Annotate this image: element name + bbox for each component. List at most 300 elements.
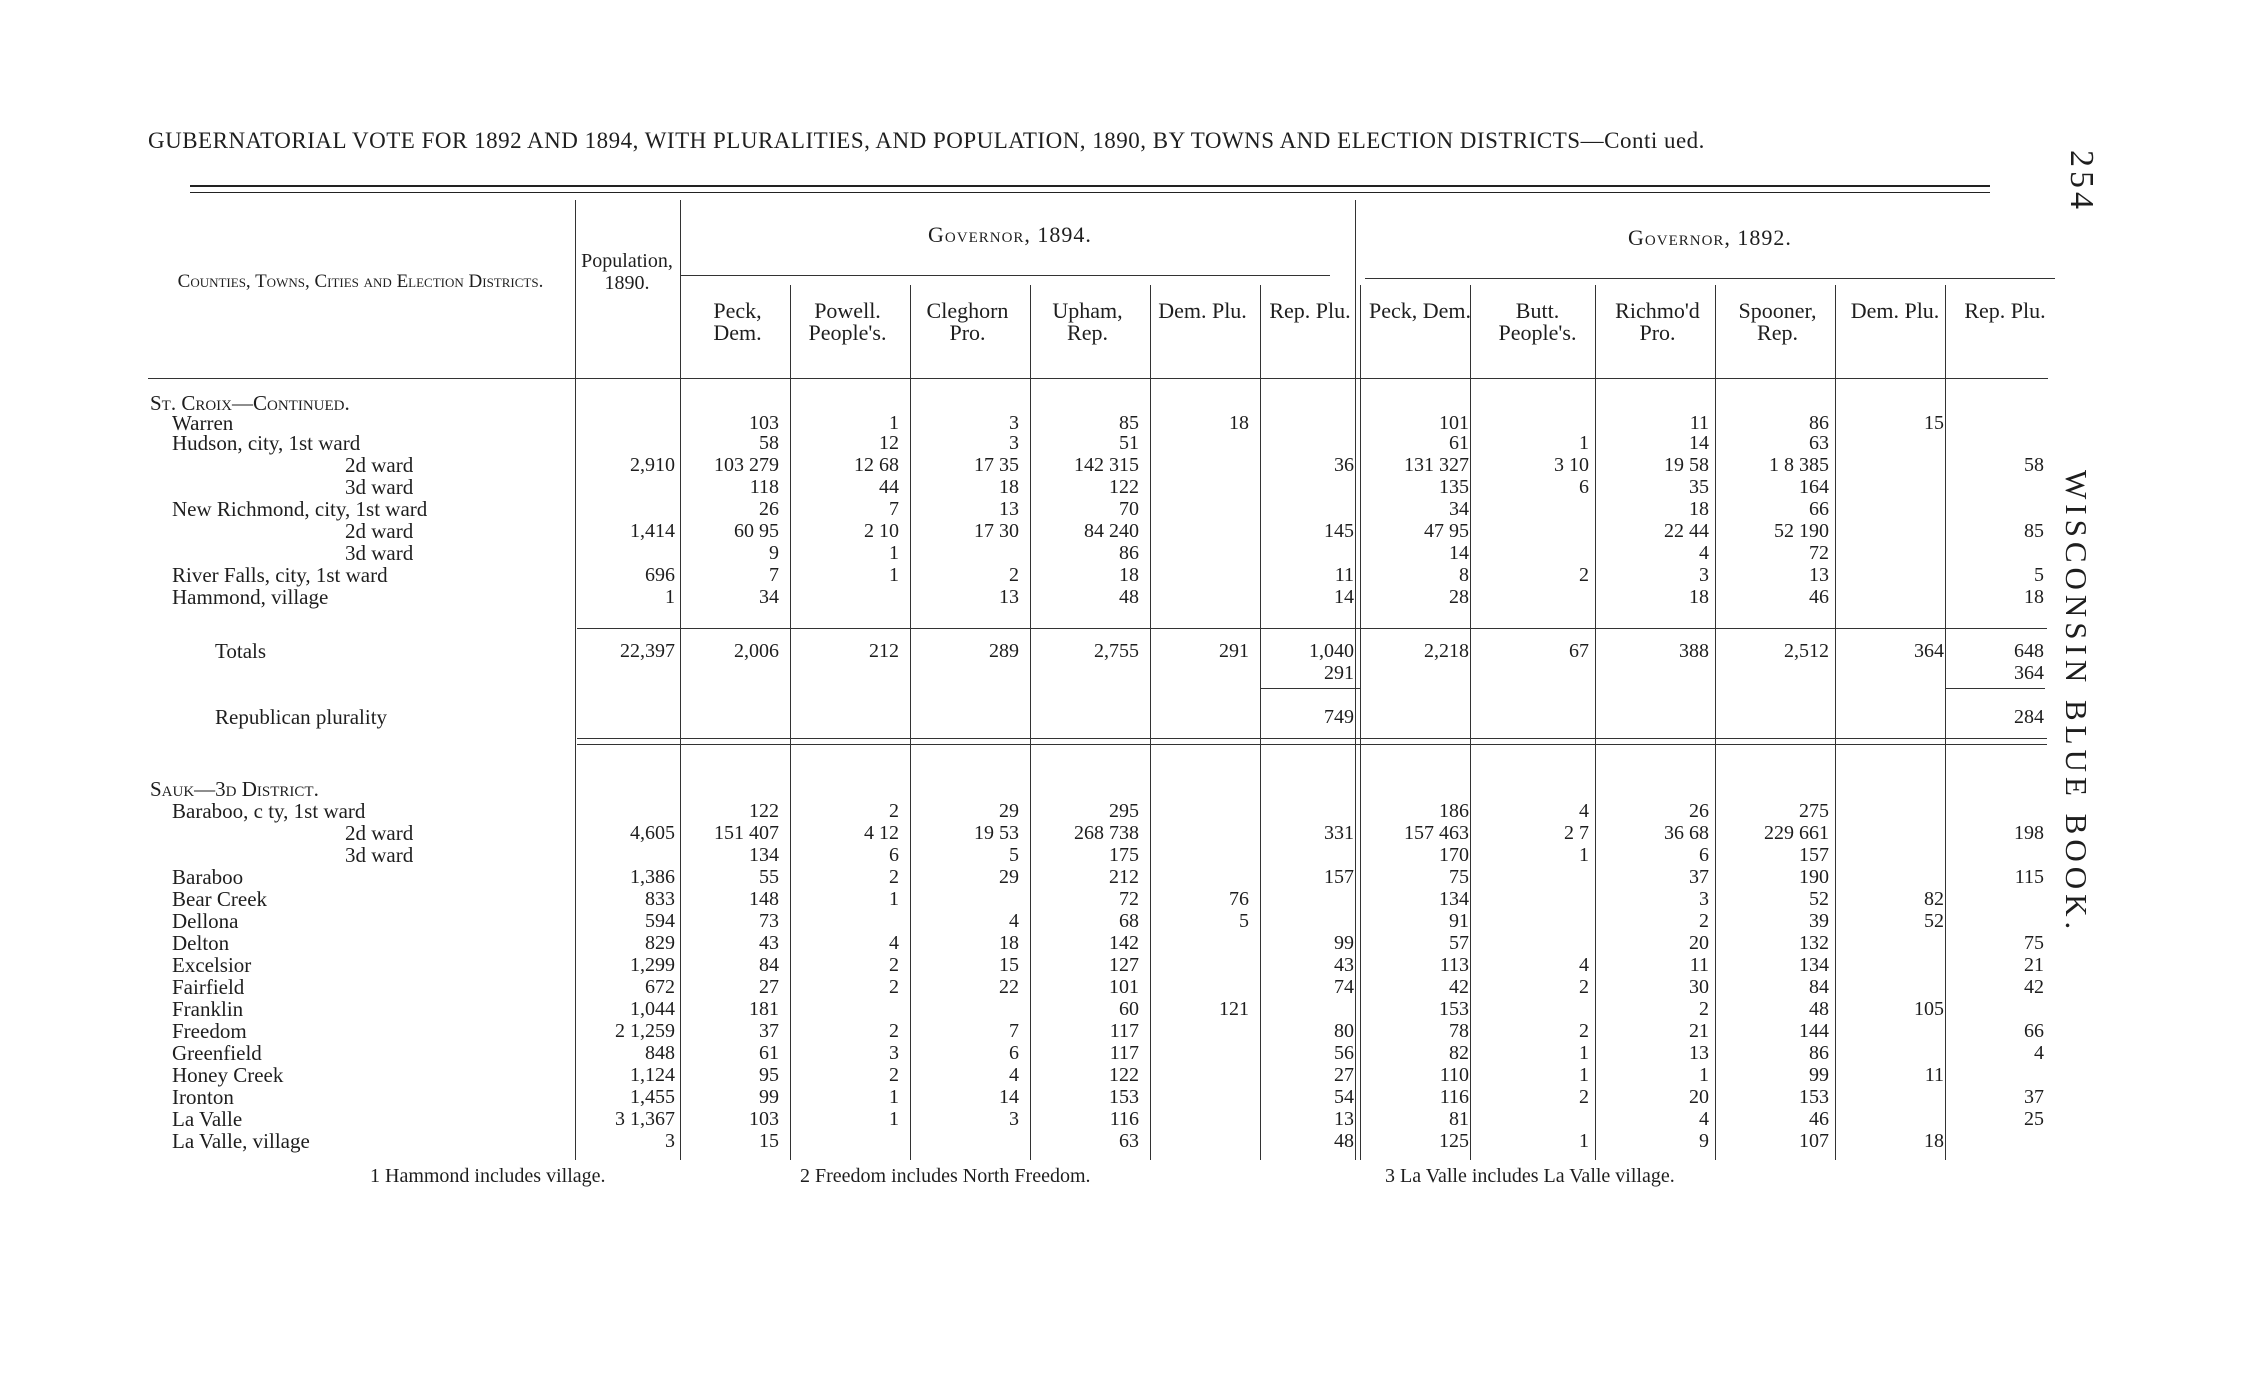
vote-cell: 39	[1809, 910, 1829, 932]
vote-cell: 1,040	[1309, 640, 1354, 662]
column-rule	[1715, 285, 1716, 1160]
row-name: Fairfield	[172, 975, 245, 999]
row-name: Freedom	[172, 1019, 247, 1043]
vote-cell: 73	[759, 910, 779, 932]
row-name: Hammond, village	[172, 585, 329, 609]
page-title: GUBERNATORIAL VOTE FOR 1892 AND 1894, WITH PLURALITIES, AND POPULATION, 1890, BY TOWNS AND ELECTION DISTRICTS—Conti ued.	[148, 128, 1705, 153]
vote-cell: 2	[1579, 564, 1589, 586]
vote-cell: 170	[1439, 844, 1469, 866]
vote-cell: 5	[2034, 564, 2044, 586]
column-header: Dem. Plu.	[1158, 298, 1247, 323]
vote-cell: 291	[1324, 662, 1354, 684]
vote-cell: 6	[1009, 1042, 1019, 1064]
vote-cell: 57	[1449, 932, 1469, 954]
vote-cell: 82	[1449, 1042, 1469, 1064]
vote-cell: 20	[1689, 932, 1709, 954]
vote-cell: 151 407	[714, 822, 779, 844]
vote-cell: 134	[1439, 888, 1469, 910]
vote-cell: 113	[1439, 954, 1469, 976]
vote-cell: 19 58	[1664, 454, 1709, 476]
vote-cell: 81	[1449, 1108, 1469, 1130]
vote-cell: 1	[1579, 432, 1589, 454]
column-header: Dem. Plu.	[1850, 298, 1940, 323]
vote-cell: 36	[1334, 454, 1354, 476]
population-cell: 833	[645, 888, 675, 910]
population-cell: 2 1,259	[615, 1020, 675, 1042]
vote-cell: 99	[1809, 1064, 1829, 1086]
row-name: 3d ward	[345, 843, 414, 867]
vote-cell: 198	[2014, 822, 2044, 844]
vote-cell: 2 10	[864, 520, 899, 542]
vote-cell: 118	[749, 476, 779, 498]
vote-cell: 61	[759, 1042, 779, 1064]
vote-cell: 153	[1439, 998, 1469, 1020]
vote-cell: 116	[1109, 1108, 1139, 1130]
vote-cell: 11	[1334, 564, 1354, 586]
vote-cell: 4	[1579, 954, 1589, 976]
top-rule-thin	[190, 192, 1990, 193]
vote-cell: 75	[2024, 932, 2044, 954]
vote-cell: 58	[759, 432, 779, 454]
group-rule-1892	[1365, 278, 2055, 279]
section-label-sauk: Sauk—3d District.	[150, 777, 319, 801]
vote-cell: 212	[869, 640, 899, 662]
vote-cell: 1	[1579, 1042, 1589, 1064]
vote-cell: 13	[1334, 1108, 1354, 1130]
vote-cell: 4	[889, 932, 899, 954]
population-cell: 2,910	[630, 454, 675, 476]
vote-cell: 26	[759, 498, 779, 520]
vote-cell: 229 661	[1764, 822, 1829, 844]
vote-cell: 99	[1334, 932, 1354, 954]
vote-cell: 54	[1334, 1086, 1354, 1108]
vote-cell: 3	[1699, 564, 1709, 586]
vote-cell: 82	[1924, 888, 1944, 910]
vote-cell: 9	[769, 542, 779, 564]
vote-cell: 2	[1699, 998, 1709, 1020]
vote-cell: 153	[1799, 1086, 1829, 1108]
column-header: Rep. Plu.	[1964, 298, 2046, 323]
vote-cell: 18	[2024, 586, 2044, 608]
column-header: Spooner, Rep.	[1738, 298, 1817, 345]
vote-cell: 34	[1449, 498, 1469, 520]
vote-cell: 75	[1449, 866, 1469, 888]
column-header: Upham, Rep.	[1052, 298, 1123, 345]
vote-cell: 15	[1924, 412, 1944, 434]
vote-cell: 72	[1119, 888, 1139, 910]
vote-cell: 131 327	[1404, 454, 1469, 476]
population-cell: 1,455	[630, 1086, 675, 1108]
vote-cell: 3	[1699, 888, 1709, 910]
column-header: Peck, Dem.	[713, 298, 762, 345]
vote-cell: 22	[999, 976, 1019, 998]
column-rule	[1470, 285, 1471, 1160]
vote-cell: 56	[1334, 1042, 1354, 1064]
vote-cell: 145	[1324, 520, 1354, 542]
vote-cell: 15	[759, 1130, 779, 1152]
vote-cell: 43	[759, 932, 779, 954]
totals-rule	[577, 628, 2047, 629]
county-column-header: Counties, Towns, Cities and Election Districts.	[177, 271, 544, 292]
vote-cell: 42	[2024, 976, 2044, 998]
vote-cell: 8	[1459, 564, 1469, 586]
vote-cell: 4	[1699, 1108, 1709, 1130]
population-cell: 3	[665, 1130, 675, 1152]
vote-cell: 2	[889, 800, 899, 822]
column-rule	[1945, 285, 1946, 1160]
vote-cell: 4	[2034, 1042, 2044, 1064]
population-cell: 1	[665, 586, 675, 608]
vote-cell: 21	[1689, 1020, 1709, 1042]
column-rule	[680, 200, 681, 1160]
vote-cell: 14	[999, 1086, 1019, 1108]
vote-cell: 48	[1119, 586, 1139, 608]
row-name: Excelsior	[172, 953, 252, 977]
row-name: Greenfield	[172, 1041, 262, 1065]
vote-cell: 116	[1439, 1086, 1469, 1108]
population-cell: 4,605	[630, 822, 675, 844]
vote-cell: 103	[749, 1108, 779, 1130]
vote-cell: 364	[1914, 640, 1944, 662]
vote-cell: 1	[1579, 844, 1589, 866]
row-name: 2d ward	[345, 519, 414, 543]
vote-cell: 27	[759, 976, 779, 998]
vote-cell: 14	[1689, 432, 1709, 454]
vote-cell: 18	[1119, 564, 1139, 586]
vote-cell: 18	[1689, 586, 1709, 608]
vote-cell: 27	[1334, 1064, 1354, 1086]
vote-cell: 181	[749, 998, 779, 1020]
column-header: Butt. People's.	[1498, 298, 1577, 345]
vote-cell: 2	[1579, 1086, 1589, 1108]
vote-cell: 4 12	[864, 822, 899, 844]
vote-cell: 648	[2014, 640, 2044, 662]
vote-cell: 101	[1439, 412, 1469, 434]
vote-cell: 60 95	[734, 520, 779, 542]
vote-cell: 78	[1449, 1020, 1469, 1042]
vote-cell: 34	[759, 586, 779, 608]
vote-cell: 2 7	[1564, 822, 1589, 844]
vote-cell: 37	[1689, 866, 1709, 888]
vote-cell: 1	[1699, 1064, 1709, 1086]
vote-cell: 142	[1109, 932, 1139, 954]
vote-cell: 7	[889, 498, 899, 520]
vote-cell: 63	[1119, 1130, 1139, 1152]
vote-cell: 6	[1579, 476, 1589, 498]
vote-cell: 157 463	[1404, 822, 1469, 844]
vote-cell: 2	[889, 976, 899, 998]
vote-cell: 86	[1809, 412, 1829, 434]
vote-cell: 30	[1689, 976, 1709, 998]
row-name: Baraboo, c ty, 1st ward	[172, 799, 366, 823]
vote-cell: 268 738	[1074, 822, 1139, 844]
vote-cell: 275	[1799, 800, 1829, 822]
vote-cell: 3	[1009, 1108, 1019, 1130]
vote-cell: 117	[1109, 1042, 1139, 1064]
vote-cell: 61	[1449, 432, 1469, 454]
vote-cell: 18	[999, 932, 1019, 954]
section-end-rule	[577, 738, 2047, 739]
vote-cell: 164	[1799, 476, 1829, 498]
vote-cell: 14	[1449, 542, 1469, 564]
population-cell: 672	[645, 976, 675, 998]
vote-cell: 132	[1799, 932, 1829, 954]
vote-cell: 1	[889, 888, 899, 910]
row-name: Totals	[215, 639, 267, 663]
row-name: 2d ward	[345, 821, 414, 845]
vote-cell: 1	[889, 564, 899, 586]
vote-cell: 66	[2024, 1020, 2044, 1042]
column-rule	[1595, 285, 1596, 1160]
population-cell: 1,124	[630, 1064, 675, 1086]
vote-cell: 76	[1229, 888, 1249, 910]
vote-cell: 15	[999, 954, 1019, 976]
vote-cell: 52	[1924, 910, 1944, 932]
population-cell: 22,397	[620, 640, 675, 662]
vote-cell: 134	[749, 844, 779, 866]
vote-cell: 68	[1119, 910, 1139, 932]
vote-cell: 2,006	[734, 640, 779, 662]
vote-cell: 4	[1009, 1064, 1019, 1086]
governor-1894-header: Governor, 1894.	[928, 222, 1092, 247]
vote-cell: 51	[1119, 432, 1139, 454]
vote-cell: 18	[1924, 1130, 1944, 1152]
page-number: 254	[2063, 150, 2100, 213]
vote-cell: 107	[1799, 1130, 1829, 1152]
vote-cell: 5	[1009, 844, 1019, 866]
vote-cell: 2	[889, 1020, 899, 1042]
row-name: La Valle, village	[172, 1129, 310, 1153]
row-name: Hudson, city, 1st ward	[172, 431, 361, 455]
row-name: Warren	[172, 411, 234, 435]
vote-cell: 125	[1439, 1130, 1469, 1152]
vote-cell: 14	[1334, 586, 1354, 608]
vote-cell: 42	[1449, 976, 1469, 998]
row-name: Bear Creek	[172, 887, 268, 911]
running-head: WISCONSIN BLUE BOOK.	[2059, 470, 2094, 935]
subtotal-rule	[1945, 688, 2045, 689]
vote-cell: 70	[1119, 498, 1139, 520]
vote-cell: 2	[889, 1064, 899, 1086]
vote-cell: 84	[759, 954, 779, 976]
vote-cell: 105	[1914, 998, 1944, 1020]
vote-cell: 13	[1809, 564, 1829, 586]
vote-cell: 186	[1439, 800, 1469, 822]
header-bottom-rule	[148, 378, 2048, 379]
vote-cell: 58	[2024, 454, 2044, 476]
vote-cell: 2	[889, 866, 899, 888]
vote-cell: 1	[889, 1086, 899, 1108]
vote-cell: 25	[2024, 1108, 2044, 1130]
vote-cell: 37	[2024, 1086, 2044, 1108]
vote-cell: 127	[1109, 954, 1139, 976]
vote-cell: 35	[1689, 476, 1709, 498]
population-cell: 1,044	[630, 998, 675, 1020]
vote-cell: 18	[999, 476, 1019, 498]
vote-cell: 80	[1334, 1020, 1354, 1042]
vote-cell: 60	[1119, 998, 1139, 1020]
vote-cell: 388	[1679, 640, 1709, 662]
vote-cell: 115	[2014, 866, 2044, 888]
vote-cell: 134	[1799, 954, 1829, 976]
population-cell: 3 1,367	[615, 1108, 675, 1130]
vote-cell: 47 95	[1424, 520, 1469, 542]
footnote-1: 1 Hammond includes village.	[370, 1165, 606, 1187]
vote-cell: 18	[1229, 412, 1249, 434]
population-cell: 696	[645, 564, 675, 586]
column-rule	[1360, 285, 1361, 1160]
vote-cell: 37	[759, 1020, 779, 1042]
vote-cell: 13	[1689, 1042, 1709, 1064]
vote-cell: 21	[2024, 954, 2044, 976]
vote-cell: 85	[2024, 520, 2044, 542]
vote-cell: 74	[1334, 976, 1354, 998]
vote-cell: 20	[1689, 1086, 1709, 1108]
row-name: Dellona	[172, 909, 239, 933]
vote-cell: 44	[879, 476, 899, 498]
vote-cell: 5	[1239, 910, 1249, 932]
vote-cell: 122	[1109, 1064, 1139, 1086]
vote-cell: 1 8 385	[1769, 454, 1829, 476]
vote-cell: 3	[889, 1042, 899, 1064]
vote-cell: 2,755	[1094, 640, 1139, 662]
column-header: Richmo'd Pro.	[1615, 298, 1700, 345]
vote-cell: 6	[1699, 844, 1709, 866]
vote-cell: 364	[2014, 662, 2044, 684]
vote-cell: 2	[1579, 976, 1589, 998]
vote-cell: 29	[999, 866, 1019, 888]
vote-cell: 4	[1009, 910, 1019, 932]
vote-cell: 4	[1699, 542, 1709, 564]
vote-cell: 43	[1334, 954, 1354, 976]
row-name: Baraboo	[172, 865, 244, 889]
vote-cell: 63	[1809, 432, 1829, 454]
vote-cell: 6	[889, 844, 899, 866]
vote-cell: 3	[1009, 432, 1019, 454]
column-header: Cleghorn Pro.	[926, 298, 1009, 345]
vote-cell: 55	[759, 866, 779, 888]
population-cell: 829	[645, 932, 675, 954]
governor-1892-header: Governor, 1892.	[1628, 225, 1792, 250]
vote-cell: 48	[1334, 1130, 1354, 1152]
vote-cell: 4	[1579, 800, 1589, 822]
vote-cell: 17 30	[974, 520, 1019, 542]
vote-cell: 291	[1219, 640, 1249, 662]
population-cell: 594	[645, 910, 675, 932]
row-name: River Falls, city, 1st ward	[172, 563, 388, 587]
vote-cell: 2	[1579, 1020, 1589, 1042]
row-name: Delton	[172, 931, 230, 955]
vote-cell: 99	[759, 1086, 779, 1108]
vote-cell: 9	[1699, 1130, 1709, 1152]
column-header: Powell. People's.	[808, 298, 887, 345]
row-name: New Richmond, city, 1st ward	[172, 497, 428, 521]
row-name: Republican plurality	[215, 705, 388, 729]
row-name: 3d ward	[345, 541, 414, 565]
vote-cell: 11	[1689, 412, 1709, 434]
vote-cell: 72	[1809, 542, 1829, 564]
vote-cell: 190	[1799, 866, 1829, 888]
group-rule-1894	[680, 275, 1330, 276]
vote-cell: 28	[1449, 586, 1469, 608]
vote-cell: 48	[1809, 998, 1829, 1020]
vote-cell: 157	[1799, 844, 1829, 866]
row-name: 3d ward	[345, 475, 414, 499]
vote-cell: 95	[759, 1064, 779, 1086]
vote-cell: 295	[1109, 800, 1139, 822]
vote-cell: 122	[749, 800, 779, 822]
population-column-header: Population, 1890.	[581, 250, 673, 294]
vote-cell: 1	[889, 1108, 899, 1130]
row-name: Ironton	[172, 1085, 234, 1109]
vote-cell: 2	[889, 954, 899, 976]
vote-cell: 121	[1219, 998, 1249, 1020]
vote-cell: 7	[769, 564, 779, 586]
vote-cell: 52	[1809, 888, 1829, 910]
section-label-st-croix: St. Croix—Continued.	[150, 391, 350, 415]
vote-cell: 19 53	[974, 822, 1019, 844]
column-header: Rep. Plu.	[1269, 298, 1351, 323]
population-cell: 848	[645, 1042, 675, 1064]
vote-cell: 331	[1324, 822, 1354, 844]
vote-cell: 17 35	[974, 454, 1019, 476]
vote-cell: 18	[1689, 498, 1709, 520]
vote-cell: 157	[1324, 866, 1354, 888]
vote-cell: 1	[889, 542, 899, 564]
vote-cell: 36 68	[1664, 822, 1709, 844]
vote-cell: 29	[999, 800, 1019, 822]
vote-cell: 7	[1009, 1020, 1019, 1042]
vote-cell: 1	[1579, 1130, 1589, 1152]
vote-cell: 84 240	[1084, 520, 1139, 542]
vote-cell: 26	[1689, 800, 1709, 822]
vote-cell: 2	[1699, 910, 1709, 932]
vote-cell: 2,512	[1784, 640, 1829, 662]
vote-cell: 67	[1569, 640, 1589, 662]
population-cell: 1,299	[630, 954, 675, 976]
vote-cell: 117	[1109, 1020, 1139, 1042]
vote-cell: 84	[1809, 976, 1829, 998]
vote-cell: 101	[1109, 976, 1139, 998]
vote-cell: 66	[1809, 498, 1829, 520]
vote-cell: 11	[1924, 1064, 1944, 1086]
vote-cell: 3 10	[1554, 454, 1589, 476]
vote-cell: 85	[1119, 412, 1139, 434]
subtotal-rule	[1260, 688, 1360, 689]
vote-cell: 153	[1109, 1086, 1139, 1108]
vote-cell: 13	[999, 498, 1019, 520]
vote-cell: 103	[749, 412, 779, 434]
vote-cell: 13	[999, 586, 1019, 608]
vote-cell: 103 279	[714, 454, 779, 476]
vote-cell: 86	[1809, 1042, 1829, 1064]
vote-cell: 289	[989, 640, 1019, 662]
vote-cell: 212	[1109, 866, 1139, 888]
section-end-rule-2	[577, 744, 2047, 745]
footnote-2: 2 Freedom includes North Freedom.	[800, 1165, 1091, 1187]
vote-cell: 12	[879, 432, 899, 454]
column-rule	[1835, 285, 1836, 1160]
top-rule	[190, 185, 1990, 187]
vote-cell: 11	[1689, 954, 1709, 976]
vote-cell: 91	[1449, 910, 1469, 932]
vote-cell: 110	[1439, 1064, 1469, 1086]
vote-cell: 1	[1579, 1064, 1589, 1086]
vote-cell: 284	[2014, 706, 2044, 728]
vote-cell: 175	[1109, 844, 1139, 866]
vote-cell: 122	[1109, 476, 1139, 498]
row-name: Honey Creek	[172, 1063, 284, 1087]
